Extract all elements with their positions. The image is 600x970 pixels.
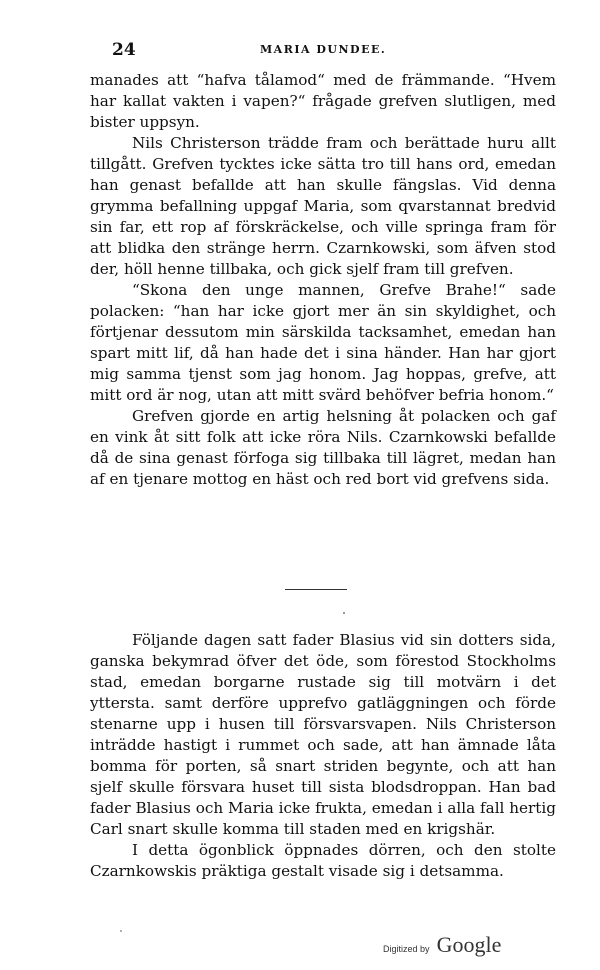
paragraph: Nils Christerson trädde fram och berättade huru allt tillgått. Grefven tycktes icke sätta tro till hans ord, emedan han genast befallde att han skulle fängslas. Vid denna grymma befallning uppgaf Maria, som qvarstannat bredvid sin far, ett rop af förskräckelse, och ville springa fram för att blidka den stränge herrn. Czarnkowski, som äfven stod der, höll henne tillbaka, och gick sjelf fram till grefven. bbox=[90, 134, 556, 278]
running-head: MARIA DUNDEE. bbox=[260, 43, 387, 56]
paragraph-continuation: manades att “hafva tålamod“ med de främmande. “Hvem har kallat vakten i vapen?“ frågade grefven slutligen, med bister uppsyn. bbox=[90, 71, 556, 131]
page-header bbox=[90, 40, 556, 62]
text-block-upper bbox=[90, 70, 556, 490]
section-separator bbox=[285, 589, 347, 590]
print-speck bbox=[120, 930, 122, 932]
paragraph: Följande dagen satt fader Blasius vid sin dotters sida, ganska bekymrad öfver det öde, som förestod Stockholms stad, emedan borgarne rustade sig till motvärn i det yttersta. samt derföre upprefvo gatläggningen och förde stenarne upp i husen till försvarsvapen. Nils Christerson inträdde hastigt i rummet och sade, att han ämnade låta bomma för porten, så snart striden begynte, och att han sjelf skulle försvara huset till sista blodsdroppan. Han bad fader Blasius och Maria icke frukta, emedan i alla fall hertig Carl snart skulle komma till staden med en krigshär. bbox=[90, 631, 556, 838]
text-block-lower bbox=[90, 630, 556, 882]
google-logo: Google bbox=[436, 932, 502, 957]
paragraph: Grefven gjorde en artig helsning åt polacken och gaf en vink åt sitt folk att icke röra Nils. Czarnkowski befallde då de sina genast förfoga sig tillbaka till lägret, medan han af en tjenare mottog en häst och red bort vid grefvens sida. bbox=[90, 407, 556, 488]
print-speck bbox=[343, 612, 345, 614]
digitization-watermark bbox=[383, 932, 501, 960]
paragraph: “Skona den unge mannen, Grefve Brahe!“ sade polacken: “han har icke gjort mer än sin skyldighet, och förtjenar dessutom min särskilda tacksamhet, emedan han spart mitt lif, då han hade det i sina händer. Han har gjort mig samma tjenst som jag honom. Jag hoppas, grefve, att mitt ord är nog, utan att mitt svärd behöfver befria honom.“ bbox=[90, 281, 556, 404]
watermark-prefix: Digitized by bbox=[383, 944, 430, 954]
page-number: 24 bbox=[112, 40, 136, 60]
paragraph: I detta ögonblick öppnades dörren, och den stolte Czarnkowskis präktiga gestalt visade sig i detsamma. bbox=[90, 841, 556, 880]
